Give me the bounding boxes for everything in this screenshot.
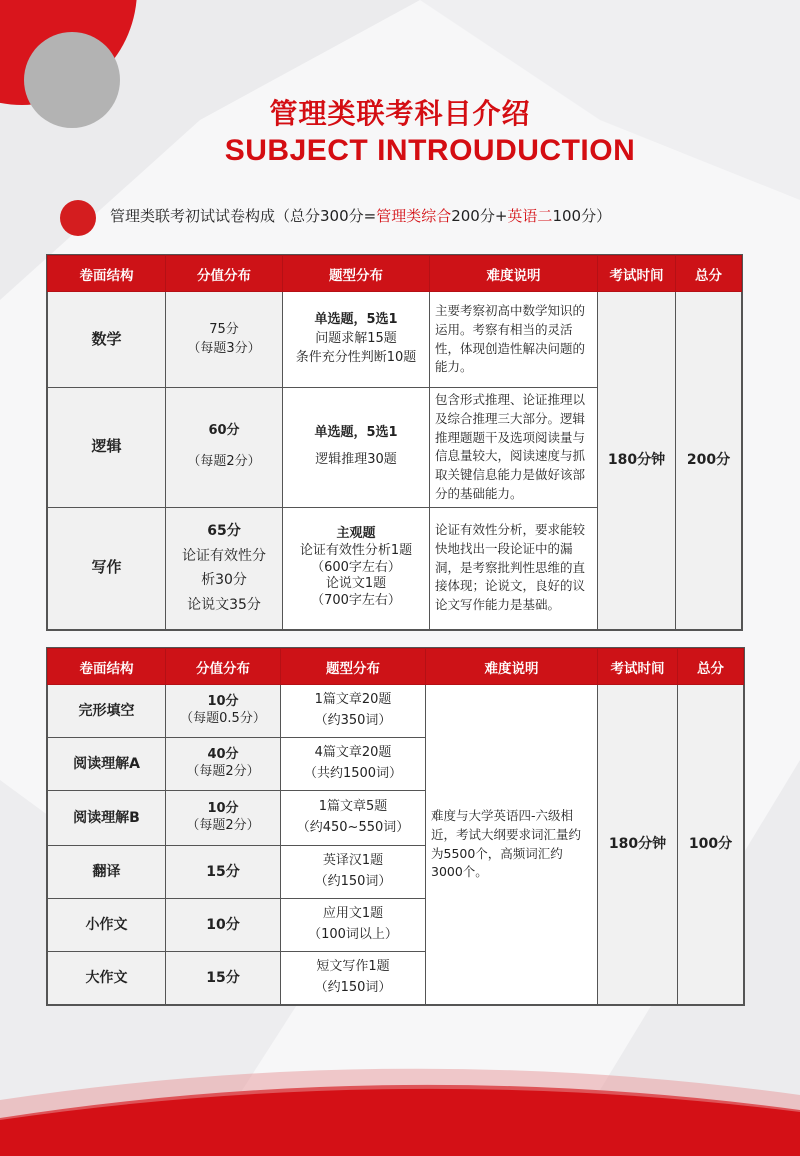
- comprehensive-exam-table: [47, 255, 742, 630]
- subject-cell: 大作文: [48, 952, 166, 1005]
- exam-time-cell: 180分钟: [598, 685, 678, 1005]
- question-type-line: 1篇文章5题: [318, 799, 388, 815]
- question-type-line: 英译汉1题: [322, 853, 384, 869]
- table-row: [48, 292, 742, 388]
- question-type-line: 问题求解15题: [315, 331, 397, 347]
- score-value: 10分: [207, 801, 239, 817]
- score-note: （每题2分）: [186, 764, 260, 779]
- score-line: （每题3分）: [187, 340, 261, 356]
- question-type-line: 逻辑推理30题: [315, 452, 397, 468]
- score-cell: [166, 791, 281, 846]
- question-type-cell: [281, 738, 426, 791]
- subject-cell: 阅读理解A: [48, 738, 166, 791]
- score-note: （每题0.5分）: [180, 711, 266, 726]
- score-line: 60分: [208, 423, 240, 439]
- question-type-cell: [281, 899, 426, 952]
- question-type-line: 论证有效性分析1题: [299, 542, 413, 558]
- question-type-title: 单选题，5选1: [314, 425, 398, 441]
- table-header-row: [48, 649, 744, 685]
- difficulty-cell: 包含形式推理、论证推理以及综合推理三大部分。逻辑推理题题干及选项阅读量与信息量较大，阅读速度与抓取关键信息能力是做好该部分的基础能力。: [430, 388, 598, 508]
- question-type-line: （约150词）: [314, 874, 392, 889]
- difficulty-cell: 难度与大学英语四-六级相近，考试大纲要求词汇量约为5500个，高频词汇约3000个。: [426, 685, 598, 1005]
- question-type-line: 4篇文章20题: [314, 745, 392, 761]
- exam-time-cell: 180分钟: [598, 292, 676, 630]
- column-header: 分值分布: [166, 649, 281, 685]
- question-type-title: 主观题: [336, 525, 376, 541]
- score-value: 40分: [207, 747, 239, 763]
- column-header: 题型分布: [283, 256, 430, 292]
- english-exam-table: [47, 648, 744, 1005]
- subject-cell: 小作文: [48, 899, 166, 952]
- score-line: 65分: [207, 523, 241, 539]
- subject-cell: 翻译: [48, 846, 166, 899]
- subject-cell: 逻辑: [48, 388, 166, 508]
- score-value: 10分: [207, 694, 239, 710]
- question-type-line: （约150词）: [314, 980, 392, 995]
- subject-cell: 阅读理解B: [48, 791, 166, 846]
- subject-cell: 数学: [48, 292, 166, 388]
- question-type-line: （共约1500词）: [303, 766, 403, 781]
- subject-cell: 完形填空: [48, 685, 166, 738]
- score-line: 75分: [209, 321, 239, 337]
- score-cell: [166, 388, 283, 508]
- column-header: 难度说明: [426, 649, 598, 685]
- subtitle-suffix: 100分）: [552, 207, 612, 225]
- table-header-row: [48, 256, 742, 292]
- column-header: 总分: [676, 256, 742, 292]
- column-header: 分值分布: [166, 256, 283, 292]
- score-line: （每题2分）: [187, 454, 261, 470]
- score-cell: [166, 507, 283, 629]
- subject-cell: 写作: [48, 507, 166, 629]
- score-cell: 15分: [166, 846, 281, 899]
- subtitle-middle: 200分+: [451, 207, 508, 225]
- column-header: 题型分布: [281, 649, 426, 685]
- subtitle-highlight-comprehensive: 管理类综合: [376, 207, 452, 225]
- question-type-line: （700字左右）: [311, 593, 401, 609]
- column-header: 考试时间: [598, 649, 678, 685]
- subtitle-highlight-english: 英语二: [507, 207, 553, 225]
- question-type-cell: [281, 685, 426, 738]
- question-type-cell: [281, 952, 426, 1005]
- score-line: 论说文35分: [187, 596, 261, 613]
- score-line: 论证有效性分: [182, 547, 266, 564]
- score-cell: [166, 685, 281, 738]
- question-type-line: （100词以上）: [308, 927, 398, 942]
- table-row: [48, 685, 744, 738]
- question-type-cell: [283, 388, 430, 508]
- score-cell: 15分: [166, 952, 281, 1005]
- score-line: 析30分: [201, 572, 247, 588]
- question-type-line: （约350词）: [314, 713, 392, 728]
- difficulty-cell: 论证有效性分析，要求能较快地找出一段论证中的漏洞，是考察批判性思维的直接体现；论说文，良好的议论文写作能力是基础。: [430, 507, 598, 629]
- column-header: 总分: [678, 649, 744, 685]
- question-type-line: （600字左右）: [311, 559, 401, 575]
- score-cell: 10分: [166, 899, 281, 952]
- subtitle-prefix: 管理类联考初试试卷构成（总分300分=: [110, 207, 377, 225]
- difficulty-cell: 主要考察初高中数学知识的运用。考察有相当的灵活性，体现创造性解决问题的能力。: [430, 292, 598, 388]
- total-score-cell: 100分: [678, 685, 744, 1005]
- question-type-line: 短文写作1题: [316, 959, 390, 975]
- question-type-line: 条件充分性判断10题: [295, 349, 417, 365]
- page-title: 管理类联考科目介绍: [269, 97, 531, 130]
- question-type-line: 1篇文章20题: [314, 692, 392, 708]
- column-header: 卷面结构: [48, 649, 166, 685]
- question-type-title: 单选题，5选1: [314, 312, 398, 328]
- question-type-line: （约450~550词）: [296, 820, 410, 835]
- question-type-line: 应用文1题: [322, 906, 384, 922]
- exam-composition-subtitle: [110, 205, 611, 226]
- question-type-cell: [281, 846, 426, 899]
- column-header: 难度说明: [430, 256, 598, 292]
- page-title-en: SUBJECT INTROUDUCTION: [224, 134, 636, 167]
- total-score-cell: 200分: [676, 292, 742, 630]
- question-type-cell: [281, 791, 426, 846]
- bullet-dot: [60, 200, 96, 236]
- score-note: （每题2分）: [186, 818, 260, 833]
- question-type-line: 论说文1题: [325, 576, 387, 592]
- score-cell: [166, 738, 281, 791]
- question-type-cell: [283, 292, 430, 388]
- question-type-cell: [283, 507, 430, 629]
- column-header: 考试时间: [598, 256, 676, 292]
- column-header: 卷面结构: [48, 256, 166, 292]
- score-cell: [166, 292, 283, 388]
